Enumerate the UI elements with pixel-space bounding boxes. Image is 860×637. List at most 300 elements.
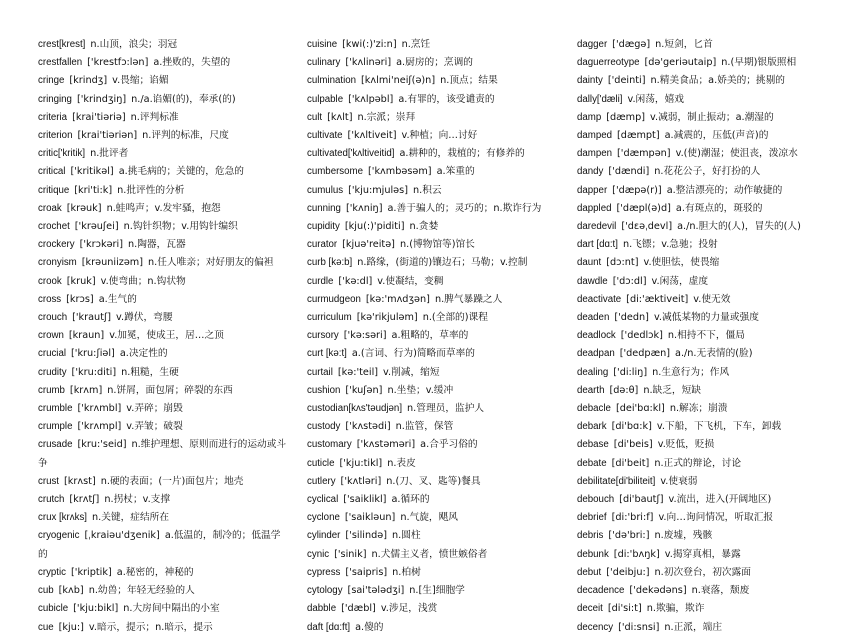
phonetic: [kə:'teil] [337,366,379,378]
phonetic: ['kʌlinəri] [345,57,392,69]
phonetic: [dɔ:nt] [606,257,639,269]
definition: n.脾气暴躁之人 [434,293,503,305]
headword: deaden [577,312,610,324]
headword: debrief [577,512,607,524]
vocab-entry [577,309,845,327]
vocab-entry [307,473,564,491]
vocab-entry [577,509,845,527]
vocab-column-middle [307,36,564,637]
definition: n.精美食品；a.娇美的；挑剔的 [650,75,785,87]
definition: v.使衰弱 [660,475,698,487]
vocab-entry [307,218,564,236]
phonetic: ['dedn] [614,312,649,324]
headword: cuticle [307,457,335,469]
headword: crest[krest] [38,39,86,50]
vocab-entry [577,400,845,418]
vocab-entry [307,254,564,272]
definition: a.秘密的，神秘的 [116,566,194,578]
vocab-entry [38,309,288,327]
headword: cue [38,621,54,633]
phonetic: ['deibju:] [606,566,650,578]
headword: dappled [577,202,612,214]
definition: n./a.谄媚(的)，奉承(的) [131,93,236,105]
definition: n.犬儒主义者，愤世嫉俗者 [371,548,488,560]
headword: dart [dɑ:t] [577,239,618,251]
phonetic: ['kʌmbəsəm] [368,166,432,178]
vocab-entry [307,309,564,327]
headword: debate [577,457,607,469]
vocab-entry [577,345,845,363]
vocab-entry [38,418,288,436]
headword: cultivated['kʌltiveitid] [307,148,395,160]
headword: debunk [577,548,609,560]
definition: n.生意行为；作风 [652,366,730,378]
phonetic: ['kə:dl] [338,275,373,287]
phonetic: [kjuə'reitə] [342,239,395,251]
phonetic: [dæmpt] [617,130,660,142]
headword: custody [307,421,341,433]
vocab-entry [577,218,845,236]
definition: v.畏缩；谄媚 [112,75,169,87]
phonetic: ['kru:diti] [71,366,117,378]
phonetic: ['saikləun] [344,512,396,524]
phonetic: [kʌlt] [327,111,353,123]
phonetic: [di'bɑ:k] [611,421,652,433]
phonetic: [kʌb] [58,585,84,597]
vocab-entry [38,145,288,163]
definition: a.低温的，制冷的；低温学的 [38,530,281,560]
vocab-entry [307,436,564,454]
definition: a.厨房的；烹调的 [396,57,473,69]
definition: n.维护理想、原则而进行的运动或斗争 [38,439,287,469]
headword: crumb [38,384,65,396]
definition: a.循环的 [391,494,430,506]
headword: curtail [307,366,333,378]
phonetic: ['kriptik] [71,566,112,578]
phonetic: ['dæmpən] [617,148,671,160]
definition: v.减弱，制止振动；a.潮湿的 [650,111,774,123]
definition: v.闲荡，虚度 [651,275,709,287]
headword: crockery [38,239,75,251]
headword: critic['kritik] [38,148,86,160]
vocab-entry [577,273,845,291]
definition: v.流出，进入(开阔地区) [668,494,772,506]
vocab-entry [577,418,845,436]
definition: a./n.无表情的(脸) [675,348,753,360]
definition: v.蹲伏，弯腰 [116,312,173,324]
vocab-entry [577,91,845,109]
headword: cub [38,585,54,597]
vocab-entry [38,182,288,200]
vocab-entry [307,182,564,200]
vocab-entry [307,600,564,618]
phonetic: ['krʌmpl] [77,421,122,433]
phonetic: [kri'ti:k] [74,184,113,196]
phonetic: [sai'tələdʒi] [347,585,405,597]
vocab-entry [307,619,564,637]
definition: v.闲荡，嬉戏 [627,93,684,105]
vocab-entry [577,327,845,345]
phonetic: ['kju:mjuləs] [348,184,408,196]
phonetic: [kju:] [58,621,84,633]
headword: dagger [577,39,608,50]
phonetic: [di'beis] [613,439,653,451]
headword: cutlery [307,475,336,487]
vocab-entry [38,473,288,491]
definition: a.合乎习俗的 [420,439,478,451]
phonetic: ['dekədəns] [629,585,687,597]
definition: a.决定性的 [119,348,168,360]
phonetic: [kʌlmi'neiʃ(ə)n] [361,75,436,87]
phonetic: [krai'tiəriə] [72,111,126,123]
phonetic: ['di:snsi] [618,621,660,633]
headword: culpable [307,93,344,105]
definition: v.涉足，浅赏 [380,603,438,615]
vocab-entry [38,509,288,527]
headword: deceit [577,603,603,615]
definition: n.坐垫；v.缓冲 [387,384,454,396]
definition: n.气旋，飓风 [400,512,458,524]
headword: crusade [38,439,73,451]
definition: v.揭穿真相，暴露 [664,548,741,560]
definition: n.评判的标准，尺度 [142,130,229,142]
definition: a.整洁漂亮的；动作敏捷的 [666,184,783,196]
vocab-entry [307,72,564,90]
headword: crudity [38,366,67,378]
headword: cupidity [307,221,340,233]
phonetic: [kwi(:)'zi:n] [342,39,397,50]
vocab-entry [307,546,564,564]
phonetic: ['kuʃən] [345,384,383,396]
phonetic: ['krʌmbl] [77,403,122,415]
definition: n.衰落，颓废 [691,585,750,597]
headword: crumble [38,403,73,415]
vocab-entry [577,527,845,545]
phonetic: [krindʒ] [69,75,108,87]
definition: v.减低某物的力量或强度 [653,312,759,324]
headword: decadence [577,585,625,597]
phonetic: ['krautʃ] [72,312,112,324]
vocab-entry [577,491,845,509]
headword: curdle [307,275,334,287]
headword: deadlock [577,330,616,342]
vocab-entry [307,273,564,291]
headword: dainty [577,75,603,87]
definition: n.陶器，瓦器 [128,239,186,251]
definition: v.下船，下飞机，下车，卸载 [656,421,782,433]
headword: cumbersome [307,166,363,178]
definition: n.硬的表面；(一片)面包片；地壳 [100,475,244,487]
headword: curb [kə:b] [307,257,353,269]
headword: customary [307,439,352,451]
definition: n.钩针织物；v.用钩针编织 [123,221,238,233]
vocab-entry [577,182,845,200]
definition: a.有斑点的，斑驳的 [675,202,763,214]
vocab-entry [577,546,845,564]
headword: cynic [307,548,330,560]
headword: dabble [307,603,337,615]
vocab-entry [38,600,288,618]
definition: a.傻的 [355,621,384,633]
definition: n.拐杖；v.支撑 [104,494,171,506]
vocab-entry [577,291,845,309]
phonetic: ['kʌstəməri] [356,439,416,451]
vocab-entry [38,582,288,600]
phonetic: [di:'bri:f] [611,512,654,524]
phonetic: ['krɔkəri] [79,239,123,251]
vocab-entry [38,327,288,345]
vocab-entry [307,400,564,418]
definition: n.贪婪 [409,221,439,233]
definition: n.饼屑，面包屑；碎裂的东西 [107,384,233,396]
phonetic: ['kʌltiveit] [347,130,397,142]
vocab-entry [307,327,564,345]
definition: n.批评性的分析 [117,184,185,196]
definition: n.评判标准 [130,111,179,123]
vocab-entry [577,163,845,181]
vocab-entry [38,109,288,127]
headword: culmination [307,75,357,87]
definition: n.批评者 [90,148,129,160]
headword: debris [577,530,604,542]
headword: crutch [38,494,65,506]
definition: n.路缘，(街道的)镶边石；马勒；v.控制 [357,257,528,269]
definition: n.柏树 [392,566,421,578]
headword: crook [38,275,62,287]
vocab-entry [307,527,564,545]
headword: cylinder [307,530,341,542]
vocab-entry [307,291,564,309]
headword: cursory [307,330,339,342]
headword: cubicle [38,603,69,615]
vocab-column-left [38,36,288,637]
headword: crux [krʌks] [38,512,87,524]
definition: n.(博物馆等)馆长 [399,239,475,251]
vocab-entry [38,382,288,400]
headword: dawdle [577,275,608,287]
definition: v.向…询问情况，听取汇报 [658,512,774,524]
headword: deadpan [577,348,615,360]
vocab-entry [307,582,564,600]
headword: crestfallen [38,57,83,69]
vocab-entry [577,455,845,473]
headword: cringe [38,75,65,87]
vocab-entry [38,218,288,236]
definition: n.[生]细胞学 [409,585,465,597]
headword: dandy [577,166,604,178]
definition: a.耕种的，栽植的；有修养的 [399,148,525,160]
definition: a./n.胆大的(人)，冒失的(人) [677,221,801,233]
phonetic: [kru:'seid] [77,439,127,451]
phonetic: ['kʌlpəbl] [348,93,394,105]
phonetic: [di:'æktiveit] [626,293,689,305]
headword: curator [307,239,338,251]
definition: n.监管，保管 [395,421,454,433]
phonetic: ['saipris] [345,566,388,578]
vocab-entry [577,364,845,382]
headword: crown [38,330,64,342]
phonetic: ['dændi] [608,166,650,178]
headword: cunning [307,202,341,214]
definition: n.废墟，残骸 [654,530,713,542]
phonetic: [kraun] [68,330,105,342]
vocab-entry [307,455,564,473]
vocab-entry [577,600,845,618]
vocab-entry [577,200,845,218]
definition: n.大房间中隔出的小室 [123,603,220,615]
definition: n.粗糙，生硬 [121,366,179,378]
headword: cytology [307,585,343,597]
vocab-entry [38,254,288,272]
definition: v.削减，缩短 [383,366,440,378]
definition: n.管理员，监护人 [407,403,485,415]
definition: v.弄皱；破裂 [126,421,183,433]
phonetic: [də'geriəutaip] [644,57,717,69]
phonetic: [di'beit] [611,457,650,469]
vocab-entry [307,364,564,382]
definition: n.正派，端庄 [664,621,723,633]
definition: n.欺骗，欺诈 [646,603,705,615]
vocab-entry [38,236,288,254]
headword: debilitate[di'biliteit] [577,475,656,487]
headword: daredevil [577,221,617,233]
phonetic: [dæmp] [606,111,646,123]
phonetic: ['dægə] [612,39,651,50]
definition: a.有罪的，该受谴责的 [398,93,495,105]
headword: culinary [307,57,341,69]
headword: crumple [38,421,73,433]
headword: custodian[kʌs'təudjən] [307,403,403,415]
headword: debut [577,566,602,578]
vocab-entry [307,564,564,582]
headword: cringing [38,93,72,105]
phonetic: [krɔs] [66,293,94,305]
headword: dampen [577,148,613,160]
phonetic: ['kju:bikl] [73,603,119,615]
headword: dealing [577,366,609,378]
vocab-entry [577,619,845,637]
definition: v.种植；向…讨好 [401,130,478,142]
vocab-entry [307,54,564,72]
headword: cross [38,293,62,305]
headword: critique [38,184,70,196]
phonetic: ['dæpl(ə)d] [616,202,671,214]
headword: crucial [38,348,66,360]
definition: a.(言词、行为)简略而草率的 [351,348,475,360]
phonetic: [krai'tiəriən] [77,130,138,142]
definition: n.关键，症结所在 [91,512,170,524]
vocab-entry [38,400,288,418]
phonetic: [kə'rikjuləm] [356,312,418,324]
definition: n.烹饪 [401,39,431,50]
phonetic: [krəuniizəm] [81,257,144,269]
headword: daft [dɑ:ft] [307,621,351,633]
definition: n.花花公子，好打扮的人 [654,166,761,178]
phonetic: [di'bautʃ] [619,494,664,506]
headword: curmudgeon [307,293,361,305]
phonetic: [krʌtʃ] [69,494,100,506]
vocab-entry [307,418,564,436]
definition: n.任人唯亲；对好朋友的偏袒 [148,257,274,269]
phonetic: ['sinik] [334,548,367,560]
definition: v.暗示，提示；n.暗示，提示 [88,621,213,633]
headword: cuisine [307,39,338,50]
phonetic: [kju(:)'piditi] [344,221,405,233]
definition: a.生气的 [98,293,137,305]
vocab-entry [38,273,288,291]
headword: cyclical [307,494,339,506]
vocab-entry [307,163,564,181]
headword: cypress [307,566,341,578]
vocab-entry [38,127,288,145]
vocab-entry [38,200,288,218]
phonetic: [krʌst] [64,475,96,487]
definition: n.(早期)银版照相 [721,57,797,69]
headword: crust [38,475,59,487]
headword: damped [577,130,613,142]
vocab-entry [38,527,288,563]
vocab-entry [38,345,288,363]
phonetic: [kruk] [66,275,96,287]
phonetic: ['kə:səri] [343,330,387,342]
phonetic: [kə:'mʌdʒən] [365,293,430,305]
headword: cultivate [307,130,343,142]
vocab-entry [307,509,564,527]
headword: dally['dæli] [577,93,623,105]
vocab-entry [307,145,564,163]
phonetic: [də:θ] [609,384,639,396]
definition: a.减震的，压低(声音)的 [664,130,769,142]
definition: v.使无效 [693,293,731,305]
vocab-entry [577,36,845,54]
vocab-entry [577,145,845,163]
definition: a.善于骗人的；灵巧的；n.欺诈行为 [387,202,542,214]
headword: criteria [38,111,68,123]
headword: debark [577,421,607,433]
definition: n.幼兽；年轻无经验的人 [88,585,195,597]
headword: cryogenic [38,530,80,542]
headword: crouch [38,312,68,324]
definition: n.表皮 [387,457,416,469]
phonetic: ['silində] [345,530,387,542]
phonetic: ['saiklikl] [343,494,387,506]
vocab-entry [577,236,845,254]
definition: a.挑毛病的；关键的，危急的 [118,166,244,178]
headword: debacle [577,403,611,415]
phonetic: ['dedpæn] [619,348,671,360]
phonetic: ['kʌniŋ] [345,202,383,214]
vocab-entry [38,72,288,90]
vocab-entry [307,127,564,145]
phonetic: ['deinti] [607,75,646,87]
definition: n.飞镖；v.急驰；投射 [622,239,718,251]
headword: dapper [577,184,608,196]
vocab-column-right [577,36,845,637]
phonetic: [krəuk] [66,202,102,214]
definition: n.初次登台，初次露面 [654,566,751,578]
phonetic: ['kju:tikl] [339,457,383,469]
vocab-entry [38,54,288,72]
phonetic: ['krestfɔ:lən] [87,57,149,69]
headword: daguerreotype [577,57,640,69]
definition: n.山顶，浪尖；羽冠 [90,39,178,50]
vocab-entry [307,91,564,109]
vocab-entry [38,291,288,309]
phonetic: ['di:liŋ] [613,366,648,378]
definition: n.(全部的)课程 [422,312,488,324]
vocab-entry [577,254,845,272]
definition: a.粗略的，草率的 [391,330,469,342]
